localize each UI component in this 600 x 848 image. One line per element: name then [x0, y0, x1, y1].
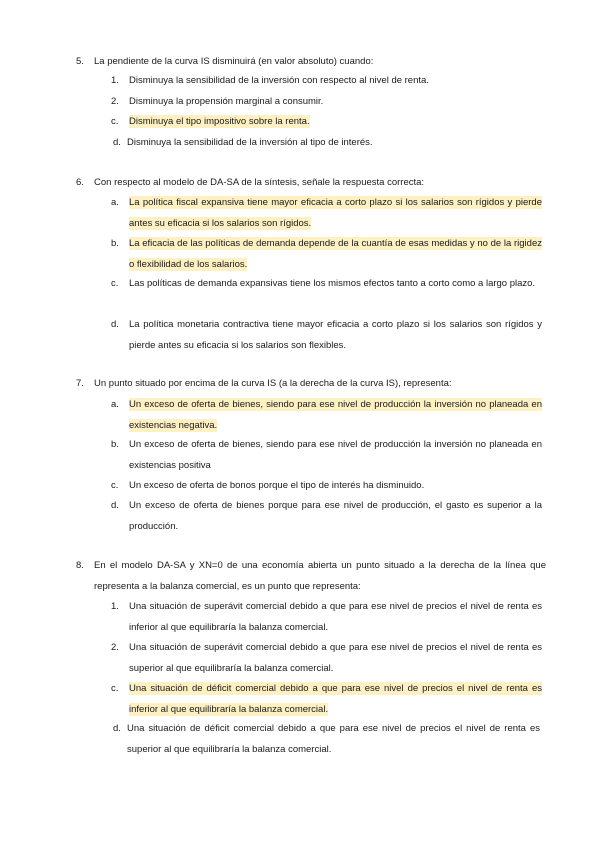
option-text: Una situación de déficit comercial debido a que para ese nivel de precios el nivel de renta es superior al que equilibraría la balanza comercial. [127, 723, 540, 755]
option-text: La política monetaria contractiva tiene mayor eficacia a corto plazo si los salarios son rígidos y pierde antes su eficacia si los salarios son flexibles. [129, 319, 542, 351]
option-text: Disminuya la sensibilidad de la inversión al tipo de interés. [127, 137, 373, 148]
option-label: 1. [111, 75, 119, 86]
option-label: 2. [111, 642, 119, 653]
option-label: d. [113, 137, 121, 148]
option-text: Disminuya la sensibilidad de la inversión con respecto al nivel de renta. [129, 75, 429, 86]
option-label: c. [111, 278, 119, 289]
option-label: 1. [111, 601, 119, 612]
option-label: b. [111, 238, 119, 249]
option-label: d. [113, 723, 121, 734]
option-label: 2. [111, 96, 119, 107]
option-label: a. [111, 197, 119, 208]
question-number: 6. [76, 177, 84, 188]
option-text-highlighted: La política fiscal expansiva tiene mayor eficacia a corto plazo si los salarios son rígidos y pierde antes su eficacia si los salarios son rígidos. [129, 197, 542, 229]
option-text: Las políticas de demanda expansivas tiene los mismos efectos tanto a corto como a largo plazo. [129, 278, 536, 289]
question-text: La pendiente de la curva IS disminuirá (en valor absoluto) cuando: [94, 56, 374, 67]
question-number: 7. [76, 378, 84, 389]
option-label: d. [111, 500, 119, 511]
option-text-highlighted: La eficacia de las políticas de demanda depende de la cuantía de esas medidas y no de la rigidez o flexibilidad de los salarios. [129, 238, 542, 270]
option-label: a. [111, 399, 119, 410]
option-text-highlighted: Un exceso de oferta de bienes, siendo para ese nivel de producción la inversión no planeada en existencias negativa. [129, 399, 542, 431]
option-text: Una situación de superávit comercial debido a que para ese nivel de precios el nivel de renta es superior al que equilibraría la balanza comercial. [129, 642, 542, 674]
question-number: 5. [76, 56, 84, 67]
option-text-highlighted: Disminuya el tipo impositivo sobre la renta. [129, 116, 310, 127]
option-label: c. [111, 480, 119, 491]
option-label: d. [111, 319, 119, 330]
option-text: Disminuya la propensión marginal a consumir. [129, 96, 324, 107]
question-text: En el modelo DA-SA y XN=0 de una economía abierta un punto situado a la derecha de la línea que representa a la balanza comercial, es un punto que representa: [94, 560, 546, 592]
option-text: Un exceso de oferta de bonos porque el tipo de interés ha disminuido. [129, 480, 425, 491]
question-number: 8. [76, 560, 84, 571]
question-text: Un punto situado por encima de la curva IS (a la derecha de la curva IS), representa: [94, 378, 452, 389]
question-text: Con respecto al modelo de DA-SA de la síntesis, señale la respuesta correcta: [94, 177, 425, 188]
option-text: Una situación de superávit comercial debido a que para ese nivel de precios el nivel de renta es inferior al que equilibraría la balanza comercial. [129, 601, 542, 633]
option-text: Un exceso de oferta de bienes porque para ese nivel de producción, el gasto es superior a la producción. [129, 500, 542, 532]
option-label: c. [111, 683, 119, 694]
option-label: b. [111, 439, 119, 450]
option-text: Un exceso de oferta de bienes, siendo para ese nivel de producción la inversión no planeada en existencias positiva [129, 439, 542, 471]
option-label: c. [111, 116, 119, 127]
option-text-highlighted: Una situación de déficit comercial debido a que para ese nivel de precios el nivel de renta es inferior al que equilibraría la balanza comercial. [129, 683, 542, 715]
